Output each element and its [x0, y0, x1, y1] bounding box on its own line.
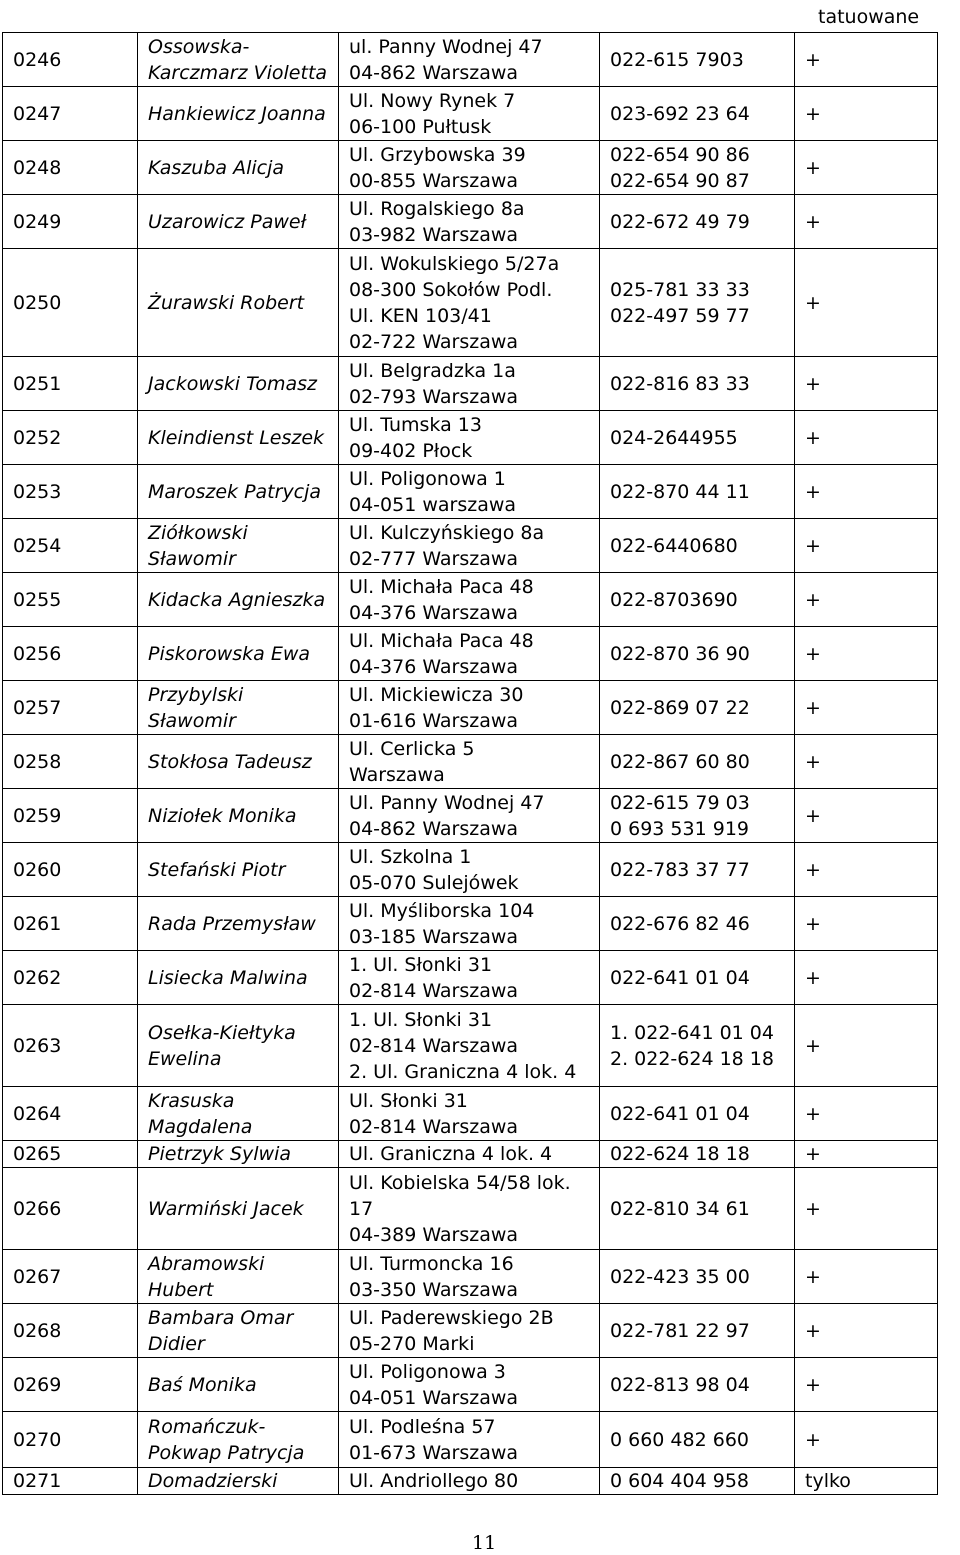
- address-cell: [339, 1005, 600, 1087]
- address-cell-line: 04-389 Warszawa: [349, 1223, 519, 1246]
- address-cell-line: Ul. Tumska 13: [349, 413, 482, 436]
- owner-name-cell-line: Didier: [148, 1332, 205, 1355]
- owner-name-cell: [138, 735, 339, 789]
- address-cell-line: Ul. KEN 103/41: [349, 304, 492, 327]
- address-cell: [339, 1304, 600, 1358]
- address-cell-line: Ul. Michała Paca 48: [349, 629, 534, 652]
- table-row: [3, 33, 938, 87]
- address-cell-line: 02-814 Warszawa: [349, 979, 519, 1002]
- address-cell-line: 04-051 warszawa: [349, 493, 517, 516]
- phone-cell: [600, 681, 795, 735]
- owner-name-cell-line: Osełka-Kiełtyka: [148, 1021, 296, 1044]
- address-cell: [339, 1250, 600, 1304]
- table-row: [3, 627, 938, 681]
- address-cell-line: 04-376 Warszawa: [349, 655, 519, 678]
- owner-name-cell: [138, 843, 339, 897]
- address-cell-line: 04-051 Warszawa: [349, 1386, 519, 1409]
- address-cell: [339, 249, 600, 357]
- table-row: [3, 465, 938, 519]
- table-row: [3, 1087, 938, 1141]
- record-id-cell: 0260: [3, 843, 138, 897]
- phone-cell-line: 022-6440680: [610, 534, 738, 557]
- table-row: [3, 735, 938, 789]
- owner-name-cell: [138, 627, 339, 681]
- tattooed-column-header: tatuowane: [818, 6, 920, 28]
- owner-name-cell: [138, 411, 339, 465]
- address-cell-line: 04-376 Warszawa: [349, 601, 519, 624]
- owner-name-cell: [138, 573, 339, 627]
- address-cell-line: Ul. Cerlicka 5: [349, 737, 475, 760]
- tattooed-cell: +: [795, 1304, 938, 1358]
- address-cell-line: Ul. Szkolna 1: [349, 845, 472, 868]
- owner-name-cell-line: Romańczuk-: [148, 1415, 266, 1438]
- table-row: [3, 249, 938, 357]
- owner-name-cell: [138, 141, 339, 195]
- owner-name-cell-line: Piskorowska Ewa: [148, 642, 311, 665]
- address-cell-line: Ul. Wokulskiego 5/27a: [349, 252, 560, 275]
- address-cell-line: Warszawa: [349, 763, 445, 786]
- tattooed-cell: +: [795, 789, 938, 843]
- registry-table: [2, 32, 938, 1495]
- owner-name-cell-line: Domadzierski: [148, 1470, 278, 1492]
- address-cell: [339, 357, 600, 411]
- tattooed-cell: +: [795, 411, 938, 465]
- record-id-cell: 0263: [3, 1005, 138, 1087]
- owner-name-cell-line: Kleindienst Leszek: [148, 426, 325, 449]
- address-cell-line: Ul. Podleśna 57: [349, 1415, 496, 1438]
- table-row: [3, 1358, 938, 1412]
- owner-name-cell-line: Pietrzyk Sylwia: [148, 1143, 291, 1165]
- owner-name-cell-line: Przybylski: [148, 683, 244, 706]
- record-id-cell: 0265: [3, 1141, 138, 1168]
- phone-cell: [600, 1468, 795, 1495]
- address-cell: [339, 1468, 600, 1495]
- phone-cell-line: 022-654 90 87: [610, 169, 750, 192]
- tattooed-cell: tylko: [795, 1468, 938, 1495]
- address-cell: [339, 735, 600, 789]
- record-id-cell: 0254: [3, 519, 138, 573]
- address-cell-line: ul. Panny Wodnej 47: [349, 35, 543, 58]
- owner-name-cell-line: Jackowski Tomasz: [148, 372, 317, 395]
- phone-cell: [600, 519, 795, 573]
- owner-name-cell-line: Magdalena: [148, 1115, 253, 1138]
- address-cell: [339, 465, 600, 519]
- phone-cell: [600, 1005, 795, 1087]
- tattooed-cell: +: [795, 1412, 938, 1468]
- phone-cell-line: 022-641 01 04: [610, 1102, 750, 1125]
- address-cell-line: Ul. Andriollego 80: [349, 1470, 519, 1492]
- address-cell: [339, 411, 600, 465]
- table-row: [3, 1304, 938, 1358]
- record-id-cell: 0255: [3, 573, 138, 627]
- owner-name-cell: [138, 33, 339, 87]
- phone-cell: [600, 735, 795, 789]
- record-id-cell: 0256: [3, 627, 138, 681]
- phone-cell-line: 022-870 44 11: [610, 480, 750, 503]
- address-cell: [339, 897, 600, 951]
- owner-name-cell: [138, 897, 339, 951]
- phone-cell-line: 022-783 37 77: [610, 858, 750, 881]
- phone-cell: [600, 1304, 795, 1358]
- owner-name-cell-line: Stefański Piotr: [148, 858, 286, 881]
- table-row: [3, 141, 938, 195]
- owner-name-cell-line: Pokwap Patrycja: [148, 1441, 305, 1464]
- owner-name-cell: [138, 1168, 339, 1250]
- tattooed-cell: +: [795, 249, 938, 357]
- address-cell-line: 01-616 Warszawa: [349, 709, 519, 732]
- address-cell-line: 17: [349, 1197, 374, 1220]
- owner-name-cell: [138, 519, 339, 573]
- phone-cell: [600, 411, 795, 465]
- owner-name-cell-line: Lisiecka Malwina: [148, 966, 308, 989]
- address-cell-line: 2. Ul. Graniczna 4 lok. 4: [349, 1060, 577, 1083]
- tattooed-cell: +: [795, 951, 938, 1005]
- tattooed-cell: +: [795, 573, 938, 627]
- phone-cell-line: 022-615 7903: [610, 48, 744, 71]
- address-cell-line: 02-814 Warszawa: [349, 1115, 519, 1138]
- address-cell-line: 08-300 Sokołów Podl.: [349, 278, 553, 301]
- address-cell-line: Ul. Belgradzka 1a: [349, 359, 516, 382]
- owner-name-cell-line: Bambara Omar: [148, 1306, 294, 1329]
- phone-cell: [600, 141, 795, 195]
- address-cell-line: 06-100 Pułtusk: [349, 115, 492, 138]
- address-cell: [339, 1168, 600, 1250]
- phone-cell-line: 022-497 59 77: [610, 304, 750, 327]
- address-cell-line: Ul. Grzybowska 39: [349, 143, 526, 166]
- phone-cell: [600, 843, 795, 897]
- owner-name-cell: [138, 681, 339, 735]
- phone-cell-line: 022-615 79 03: [610, 791, 750, 814]
- table-row: [3, 1250, 938, 1304]
- address-cell-line: 09-402 Płock: [349, 439, 473, 462]
- owner-name-cell-line: Ziółkowski: [148, 521, 248, 544]
- tattooed-cell: +: [795, 87, 938, 141]
- address-cell: [339, 1358, 600, 1412]
- record-id-cell: 0266: [3, 1168, 138, 1250]
- record-id-cell: 0271: [3, 1468, 138, 1495]
- record-id-cell: 0268: [3, 1304, 138, 1358]
- tattooed-cell: +: [795, 195, 938, 249]
- phone-cell: [600, 357, 795, 411]
- owner-name-cell-line: Maroszek Patrycja: [148, 480, 322, 503]
- tattooed-cell: +: [795, 1087, 938, 1141]
- phone-cell-line: 022-8703690: [610, 588, 738, 611]
- owner-name-cell: [138, 249, 339, 357]
- address-cell-line: 04-862 Warszawa: [349, 817, 519, 840]
- address-cell-line: Ul. Słonki 31: [349, 1089, 468, 1112]
- table-row: [3, 1005, 938, 1087]
- table-row: [3, 1141, 938, 1168]
- tattooed-cell: +: [795, 141, 938, 195]
- phone-cell-line: 022-816 83 33: [610, 372, 750, 395]
- phone-cell-line: 022-672 49 79: [610, 210, 750, 233]
- record-id-cell: 0247: [3, 87, 138, 141]
- owner-name-cell: [138, 87, 339, 141]
- record-id-cell: 0248: [3, 141, 138, 195]
- phone-cell: [600, 951, 795, 1005]
- table-row: [3, 573, 938, 627]
- phone-cell: [600, 87, 795, 141]
- address-cell-line: 03-982 Warszawa: [349, 223, 519, 246]
- table-row: [3, 1468, 938, 1495]
- address-cell: [339, 519, 600, 573]
- address-cell: [339, 951, 600, 1005]
- tattooed-cell: +: [795, 1168, 938, 1250]
- tattooed-cell: +: [795, 1005, 938, 1087]
- phone-cell-line: 022-423 35 00: [610, 1265, 750, 1288]
- tattooed-cell: +: [795, 735, 938, 789]
- phone-cell-line: 0 604 404 958: [610, 1470, 750, 1492]
- table-row: [3, 87, 938, 141]
- record-id-cell: 0267: [3, 1250, 138, 1304]
- record-id-cell: 0261: [3, 897, 138, 951]
- phone-cell: [600, 1412, 795, 1468]
- address-cell: [339, 195, 600, 249]
- address-cell: [339, 87, 600, 141]
- phone-cell: [600, 1358, 795, 1412]
- phone-cell: [600, 33, 795, 87]
- record-id-cell: 0252: [3, 411, 138, 465]
- tattooed-cell: +: [795, 1358, 938, 1412]
- phone-cell-line: 022-641 01 04: [610, 966, 750, 989]
- table-row: [3, 789, 938, 843]
- address-cell-line: 02-793 Warszawa: [349, 385, 519, 408]
- phone-cell-line: 022-781 22 97: [610, 1319, 750, 1342]
- owner-name-cell: [138, 1087, 339, 1141]
- address-cell: [339, 789, 600, 843]
- address-cell-line: Ul. Nowy Rynek 7: [349, 89, 516, 112]
- record-id-cell: 0253: [3, 465, 138, 519]
- address-cell-line: Ul. Poligonowa 3: [349, 1360, 506, 1383]
- address-cell-line: 05-270 Marki: [349, 1332, 475, 1355]
- phone-cell-line: 022-624 18 18: [610, 1143, 750, 1165]
- owner-name-cell: [138, 1250, 339, 1304]
- owner-name-cell-line: Niziołek Monika: [148, 804, 297, 827]
- phone-cell: [600, 1250, 795, 1304]
- owner-name-cell-line: Sławomir: [148, 709, 236, 732]
- owner-name-cell: [138, 195, 339, 249]
- phone-cell: [600, 573, 795, 627]
- address-cell-line: 03-185 Warszawa: [349, 925, 519, 948]
- owner-name-cell-line: Rada Przemysław: [148, 912, 316, 935]
- phone-cell-line: 2. 022-624 18 18: [610, 1047, 774, 1070]
- page-number: 11: [472, 1532, 497, 1554]
- address-cell: [339, 681, 600, 735]
- table-row: [3, 897, 938, 951]
- phone-cell-line: 1. 022-641 01 04: [610, 1021, 774, 1044]
- address-cell-line: 02-777 Warszawa: [349, 547, 519, 570]
- record-id-cell: 0259: [3, 789, 138, 843]
- table-row: [3, 1412, 938, 1468]
- address-cell-line: 1. Ul. Słonki 31: [349, 953, 493, 976]
- owner-name-cell-line: Krasuska: [148, 1089, 235, 1112]
- owner-name-cell-line: Uzarowicz Paweł: [148, 210, 307, 233]
- address-cell-line: Ul. Kobielska 54/58 lok.: [349, 1171, 571, 1194]
- record-id-cell: 0262: [3, 951, 138, 1005]
- tattooed-cell: +: [795, 627, 938, 681]
- record-id-cell: 0257: [3, 681, 138, 735]
- phone-cell: [600, 465, 795, 519]
- owner-name-cell-line: Ewelina: [148, 1047, 222, 1070]
- owner-name-cell-line: Abramowski: [148, 1252, 265, 1275]
- address-cell: [339, 573, 600, 627]
- table-row: [3, 411, 938, 465]
- phone-cell-line: 022-654 90 86: [610, 143, 750, 166]
- address-cell-line: 00-855 Warszawa: [349, 169, 519, 192]
- address-cell-line: Ul. Kulczyńskiego 8a: [349, 521, 545, 544]
- address-cell-line: 03-350 Warszawa: [349, 1278, 519, 1301]
- record-id-cell: 0264: [3, 1087, 138, 1141]
- tattooed-cell: +: [795, 33, 938, 87]
- owner-name-cell-line: Hankiewicz Joanna: [148, 102, 326, 125]
- owner-name-cell-line: Baś Monika: [148, 1373, 257, 1396]
- record-id-cell: 0251: [3, 357, 138, 411]
- tattooed-cell: +: [795, 843, 938, 897]
- table-row: [3, 951, 938, 1005]
- address-cell-line: 1. Ul. Słonki 31: [349, 1008, 493, 1031]
- table-row: [3, 1168, 938, 1250]
- address-cell-line: Ul. Rogalskiego 8a: [349, 197, 525, 220]
- address-cell-line: 02-722 Warszawa: [349, 330, 519, 353]
- phone-cell-line: 0 693 531 919: [610, 817, 750, 840]
- phone-cell-line: 022-813 98 04: [610, 1373, 750, 1396]
- phone-cell-line: 024-2644955: [610, 426, 738, 449]
- address-cell-line: 05-070 Sulejówek: [349, 871, 519, 894]
- owner-name-cell: [138, 1141, 339, 1168]
- owner-name-cell-line: Karczmarz Violetta: [148, 61, 328, 84]
- address-cell-line: Ul. Paderewskiego 2B: [349, 1306, 554, 1329]
- table-row: [3, 519, 938, 573]
- phone-cell: [600, 627, 795, 681]
- address-cell-line: Ul. Graniczna 4 lok. 4: [349, 1143, 553, 1165]
- phone-cell-line: 025-781 33 33: [610, 278, 750, 301]
- owner-name-cell: [138, 1468, 339, 1495]
- tattooed-cell: +: [795, 519, 938, 573]
- owner-name-cell: [138, 789, 339, 843]
- address-cell-line: 04-862 Warszawa: [349, 61, 519, 84]
- owner-name-cell-line: Kidacka Agnieszka: [148, 588, 326, 611]
- address-cell: [339, 33, 600, 87]
- table-row: [3, 843, 938, 897]
- owner-name-cell-line: Sławomir: [148, 547, 236, 570]
- table-row: [3, 195, 938, 249]
- phone-cell-line: 023-692 23 64: [610, 102, 750, 125]
- phone-cell-line: 022-867 60 80: [610, 750, 750, 773]
- address-cell-line: 02-814 Warszawa: [349, 1034, 519, 1057]
- phone-cell: [600, 1141, 795, 1168]
- owner-name-cell-line: Stokłosa Tadeusz: [148, 750, 312, 773]
- owner-name-cell: [138, 357, 339, 411]
- address-cell: [339, 627, 600, 681]
- tattooed-cell: +: [795, 681, 938, 735]
- address-cell: [339, 1087, 600, 1141]
- owner-name-cell: [138, 1304, 339, 1358]
- owner-name-cell: [138, 465, 339, 519]
- owner-name-cell-line: Warmiński Jacek: [148, 1197, 304, 1220]
- registry-table-body: [3, 33, 938, 1495]
- address-cell-line: Ul. Myśliborska 104: [349, 899, 535, 922]
- phone-cell-line: 022-676 82 46: [610, 912, 750, 935]
- phone-cell: [600, 1087, 795, 1141]
- table-row: [3, 357, 938, 411]
- owner-name-cell: [138, 1005, 339, 1087]
- phone-cell: [600, 249, 795, 357]
- tattooed-cell: +: [795, 1250, 938, 1304]
- phone-cell: [600, 897, 795, 951]
- owner-name-cell-line: Kaszuba Alicja: [148, 156, 285, 179]
- record-id-cell: 0270: [3, 1412, 138, 1468]
- address-cell: [339, 843, 600, 897]
- record-id-cell: 0269: [3, 1358, 138, 1412]
- record-id-cell: 0249: [3, 195, 138, 249]
- phone-cell: [600, 789, 795, 843]
- tattooed-cell: +: [795, 465, 938, 519]
- phone-cell: [600, 195, 795, 249]
- phone-cell-line: 022-870 36 90: [610, 642, 750, 665]
- address-cell-line: 01-673 Warszawa: [349, 1441, 519, 1464]
- address-cell-line: Ul. Mickiewicza 30: [349, 683, 524, 706]
- phone-cell-line: 0 660 482 660: [610, 1428, 750, 1451]
- owner-name-cell: [138, 1358, 339, 1412]
- owner-name-cell-line: Ossowska-: [148, 35, 250, 58]
- table-row: [3, 681, 938, 735]
- tattooed-cell: +: [795, 357, 938, 411]
- phone-cell: [600, 1168, 795, 1250]
- tattooed-cell: +: [795, 1141, 938, 1168]
- address-cell-line: Ul. Poligonowa 1: [349, 467, 506, 490]
- address-cell-line: Ul. Turmoncka 16: [349, 1252, 514, 1275]
- record-id-cell: 0258: [3, 735, 138, 789]
- address-cell-line: Ul. Panny Wodnej 47: [349, 791, 545, 814]
- record-id-cell: 0250: [3, 249, 138, 357]
- owner-name-cell: [138, 951, 339, 1005]
- address-cell: [339, 1141, 600, 1168]
- address-cell: [339, 1412, 600, 1468]
- record-id-cell: 0246: [3, 33, 138, 87]
- phone-cell-line: 022-810 34 61: [610, 1197, 750, 1220]
- owner-name-cell-line: Hubert: [148, 1278, 214, 1301]
- owner-name-cell-line: Żurawski Robert: [148, 291, 305, 314]
- address-cell-line: Ul. Michała Paca 48: [349, 575, 534, 598]
- phone-cell-line: 022-869 07 22: [610, 696, 750, 719]
- tattooed-cell: +: [795, 897, 938, 951]
- address-cell: [339, 141, 600, 195]
- owner-name-cell: [138, 1412, 339, 1468]
